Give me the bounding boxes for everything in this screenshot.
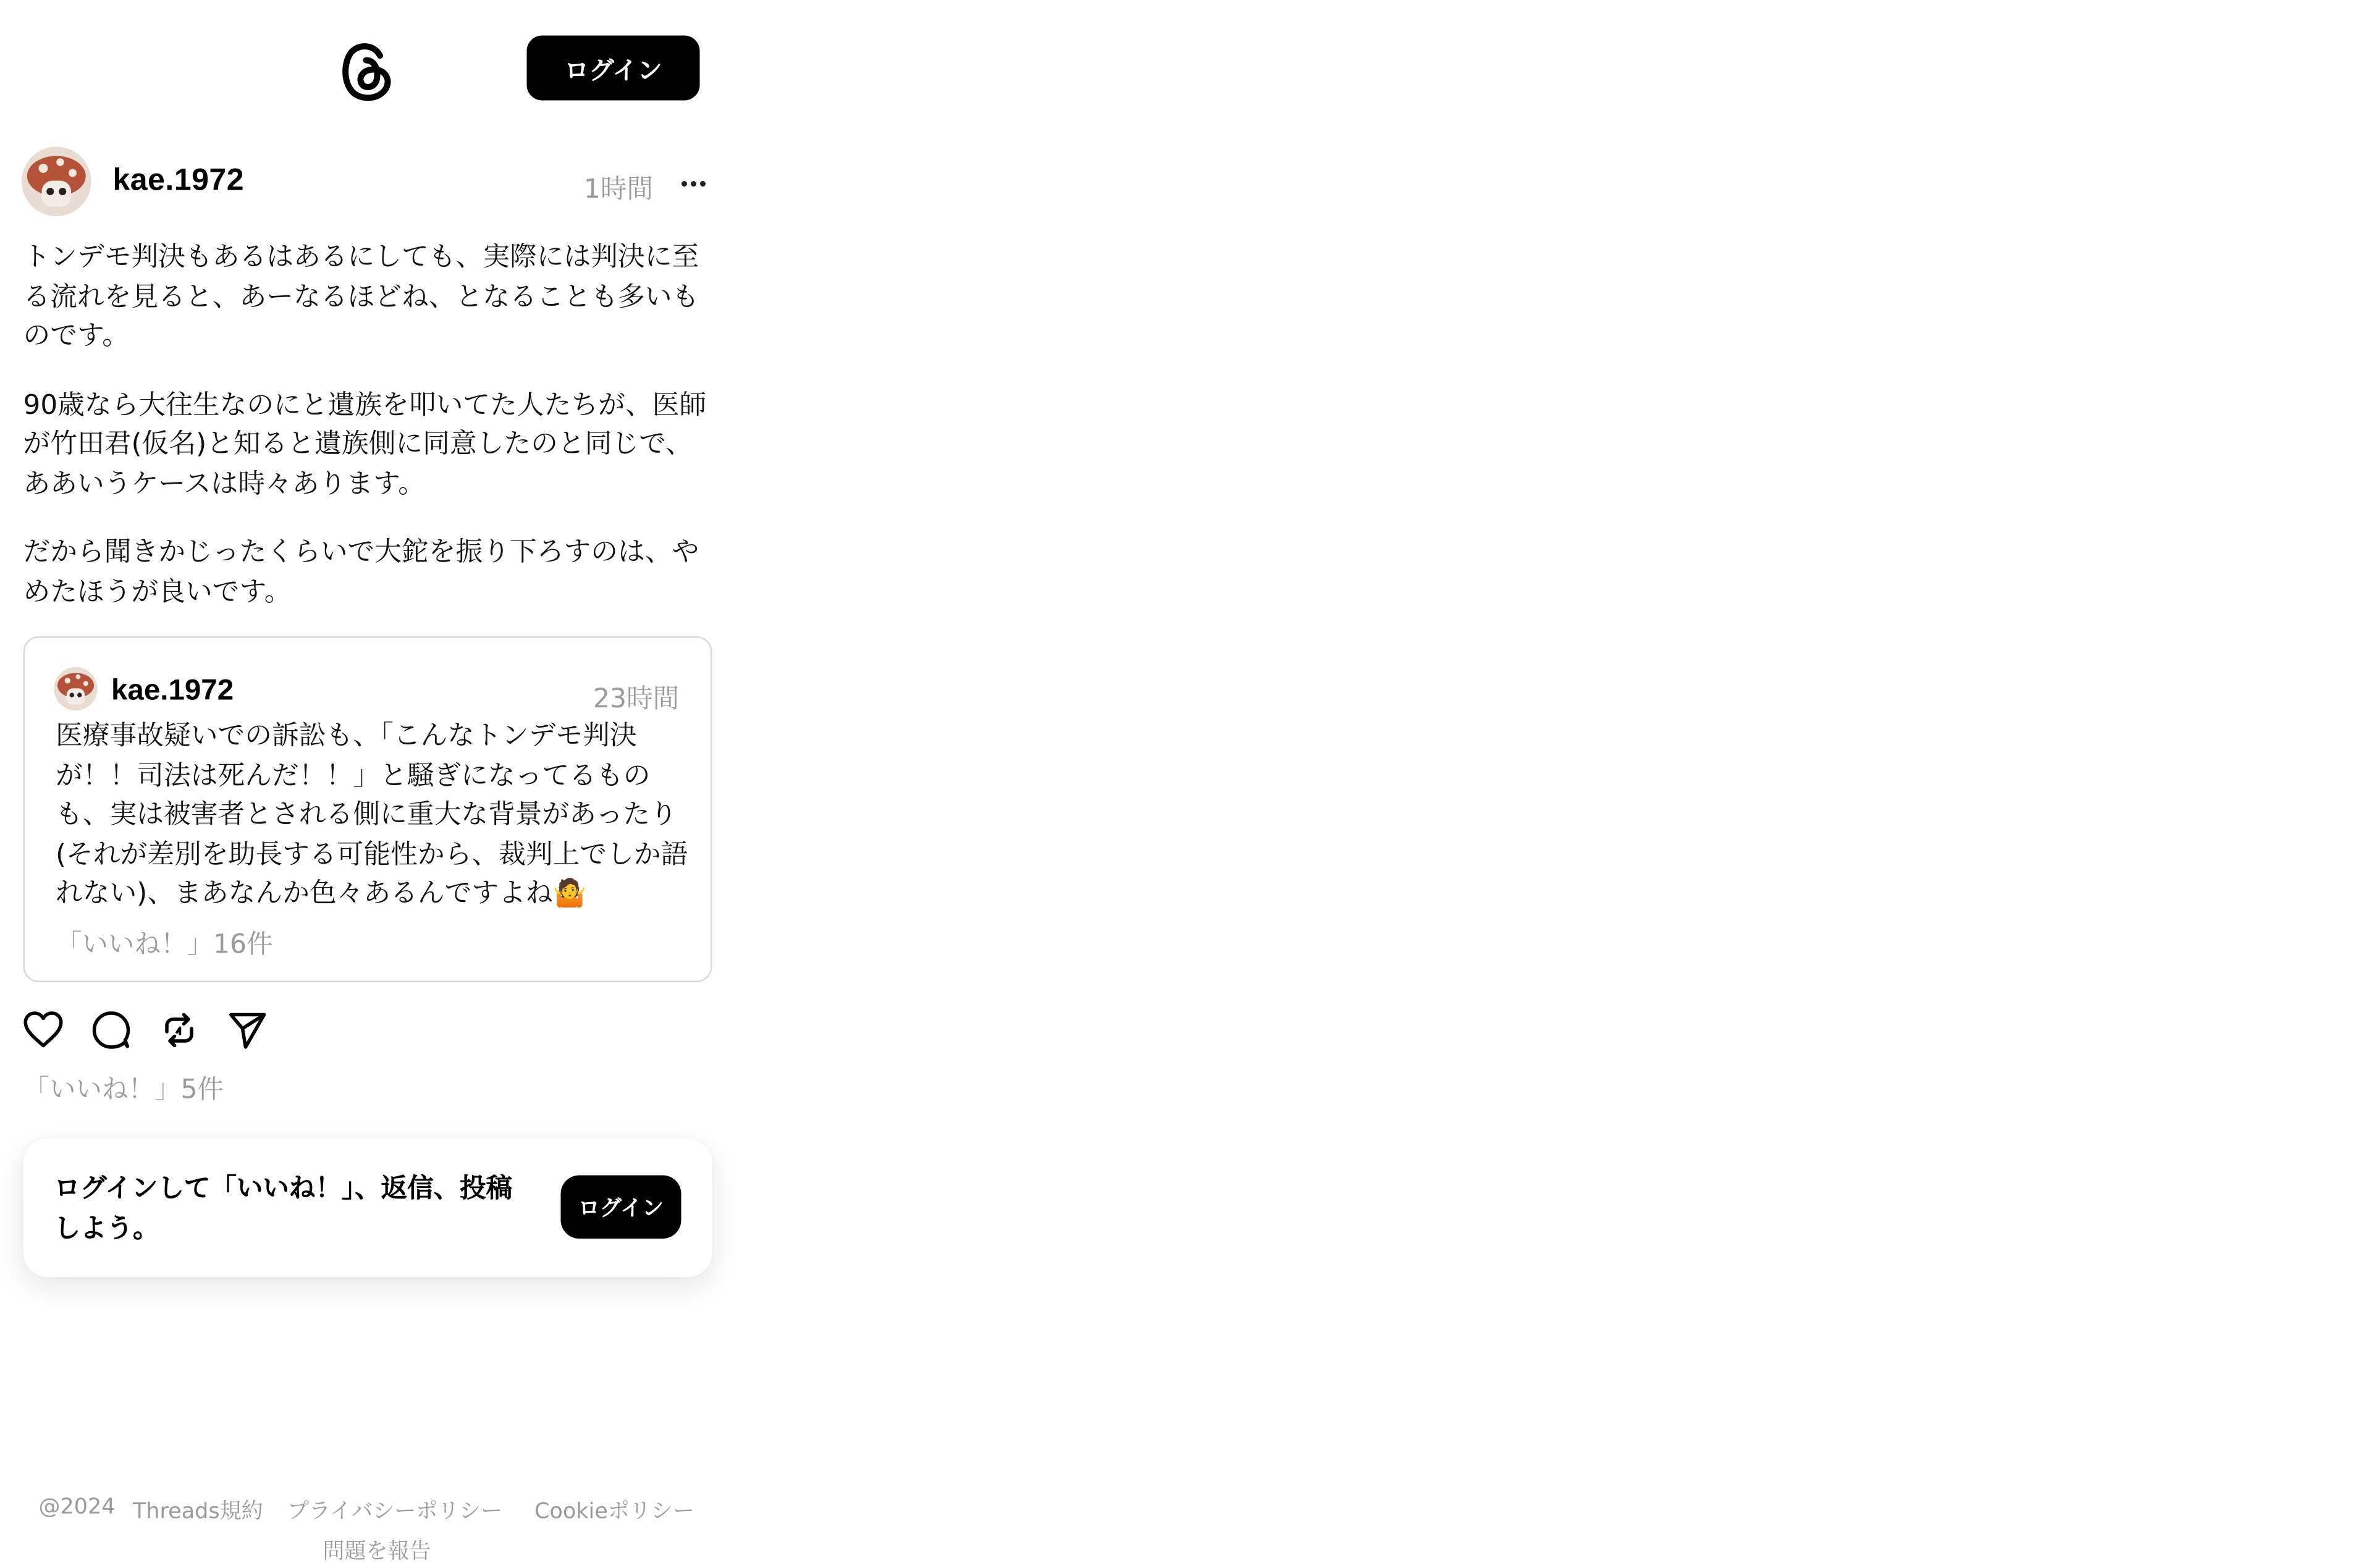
post-author-name[interactable]: kae.1972 xyxy=(112,164,245,198)
header-login-button[interactable]: ログイン xyxy=(527,36,700,101)
footer-privacy-link[interactable]: プライバシーポリシー xyxy=(287,1499,503,1525)
repost-button[interactable] xyxy=(159,1010,200,1050)
more-options-icon[interactable] xyxy=(680,181,707,187)
quoted-like-count[interactable]: 「いいね！」16件 xyxy=(56,930,273,961)
footer-terms-link[interactable]: Threads規約 xyxy=(133,1499,263,1525)
avatar[interactable] xyxy=(22,147,91,217)
login-prompt-text: ログインして「いいね！」、返信、投稿しよう。 xyxy=(54,1174,513,1245)
quoted-post-card[interactable] xyxy=(23,636,712,982)
comment-icon xyxy=(91,1010,132,1050)
quoted-timestamp: 23時間 xyxy=(593,684,680,715)
footer-copyright: @2024 xyxy=(38,1495,116,1520)
avatar-mushroom-icon xyxy=(22,147,91,217)
repost-icon xyxy=(159,1010,200,1050)
share-icon xyxy=(227,1010,268,1050)
post-paragraph: 90歳なら大往生なのにと遺族を叩いてた人たちが、医師が竹田君(仮名)と知ると遺族側に同意したのと同じで、ああいうケースは時々あります。 xyxy=(23,390,707,500)
post-column xyxy=(0,0,726,1565)
heart-icon xyxy=(23,1010,64,1050)
quoted-author-name[interactable]: kae.1972 xyxy=(111,675,234,707)
avatar-mushroom-icon xyxy=(54,667,98,710)
footer-report-link[interactable]: 問題を報告 xyxy=(323,1539,431,1565)
login-prompt-card xyxy=(23,1139,712,1278)
like-button[interactable] xyxy=(23,1010,64,1050)
post-timestamp: 1時間 xyxy=(584,174,654,206)
comment-button[interactable] xyxy=(91,1010,132,1050)
quoted-post-text: 医療事故疑いでの訴訟も、「こんなトンデモ判決が！！司法は死んだ！！」と騒ぎになってるものも、実は被害者とされる側に重大な背景があったり(それが差別を助長する可能性から、裁判上でしか語れない)、まあなんか色々あるんですよね🤷 xyxy=(56,721,688,910)
post-paragraph: だから聞きかじったくらいで大鉈を振り下ろすのは、やめたほうが良いです。 xyxy=(23,537,699,608)
share-button[interactable] xyxy=(227,1010,268,1050)
post-like-count[interactable]: 「いいね！」5件 xyxy=(23,1075,224,1106)
post-paragraph: トンデモ判決もあるはあるにしても、実際には判決に至る流れを見ると、あーなるほどね、となることも多いものです。 xyxy=(23,242,699,352)
login-button[interactable]: ログイン xyxy=(561,1176,682,1239)
post-text xyxy=(23,240,719,643)
footer-cookie-link[interactable]: Cookieポリシー xyxy=(534,1499,694,1525)
threads-logo-icon[interactable] xyxy=(337,37,399,102)
quoted-avatar[interactable] xyxy=(54,667,98,710)
